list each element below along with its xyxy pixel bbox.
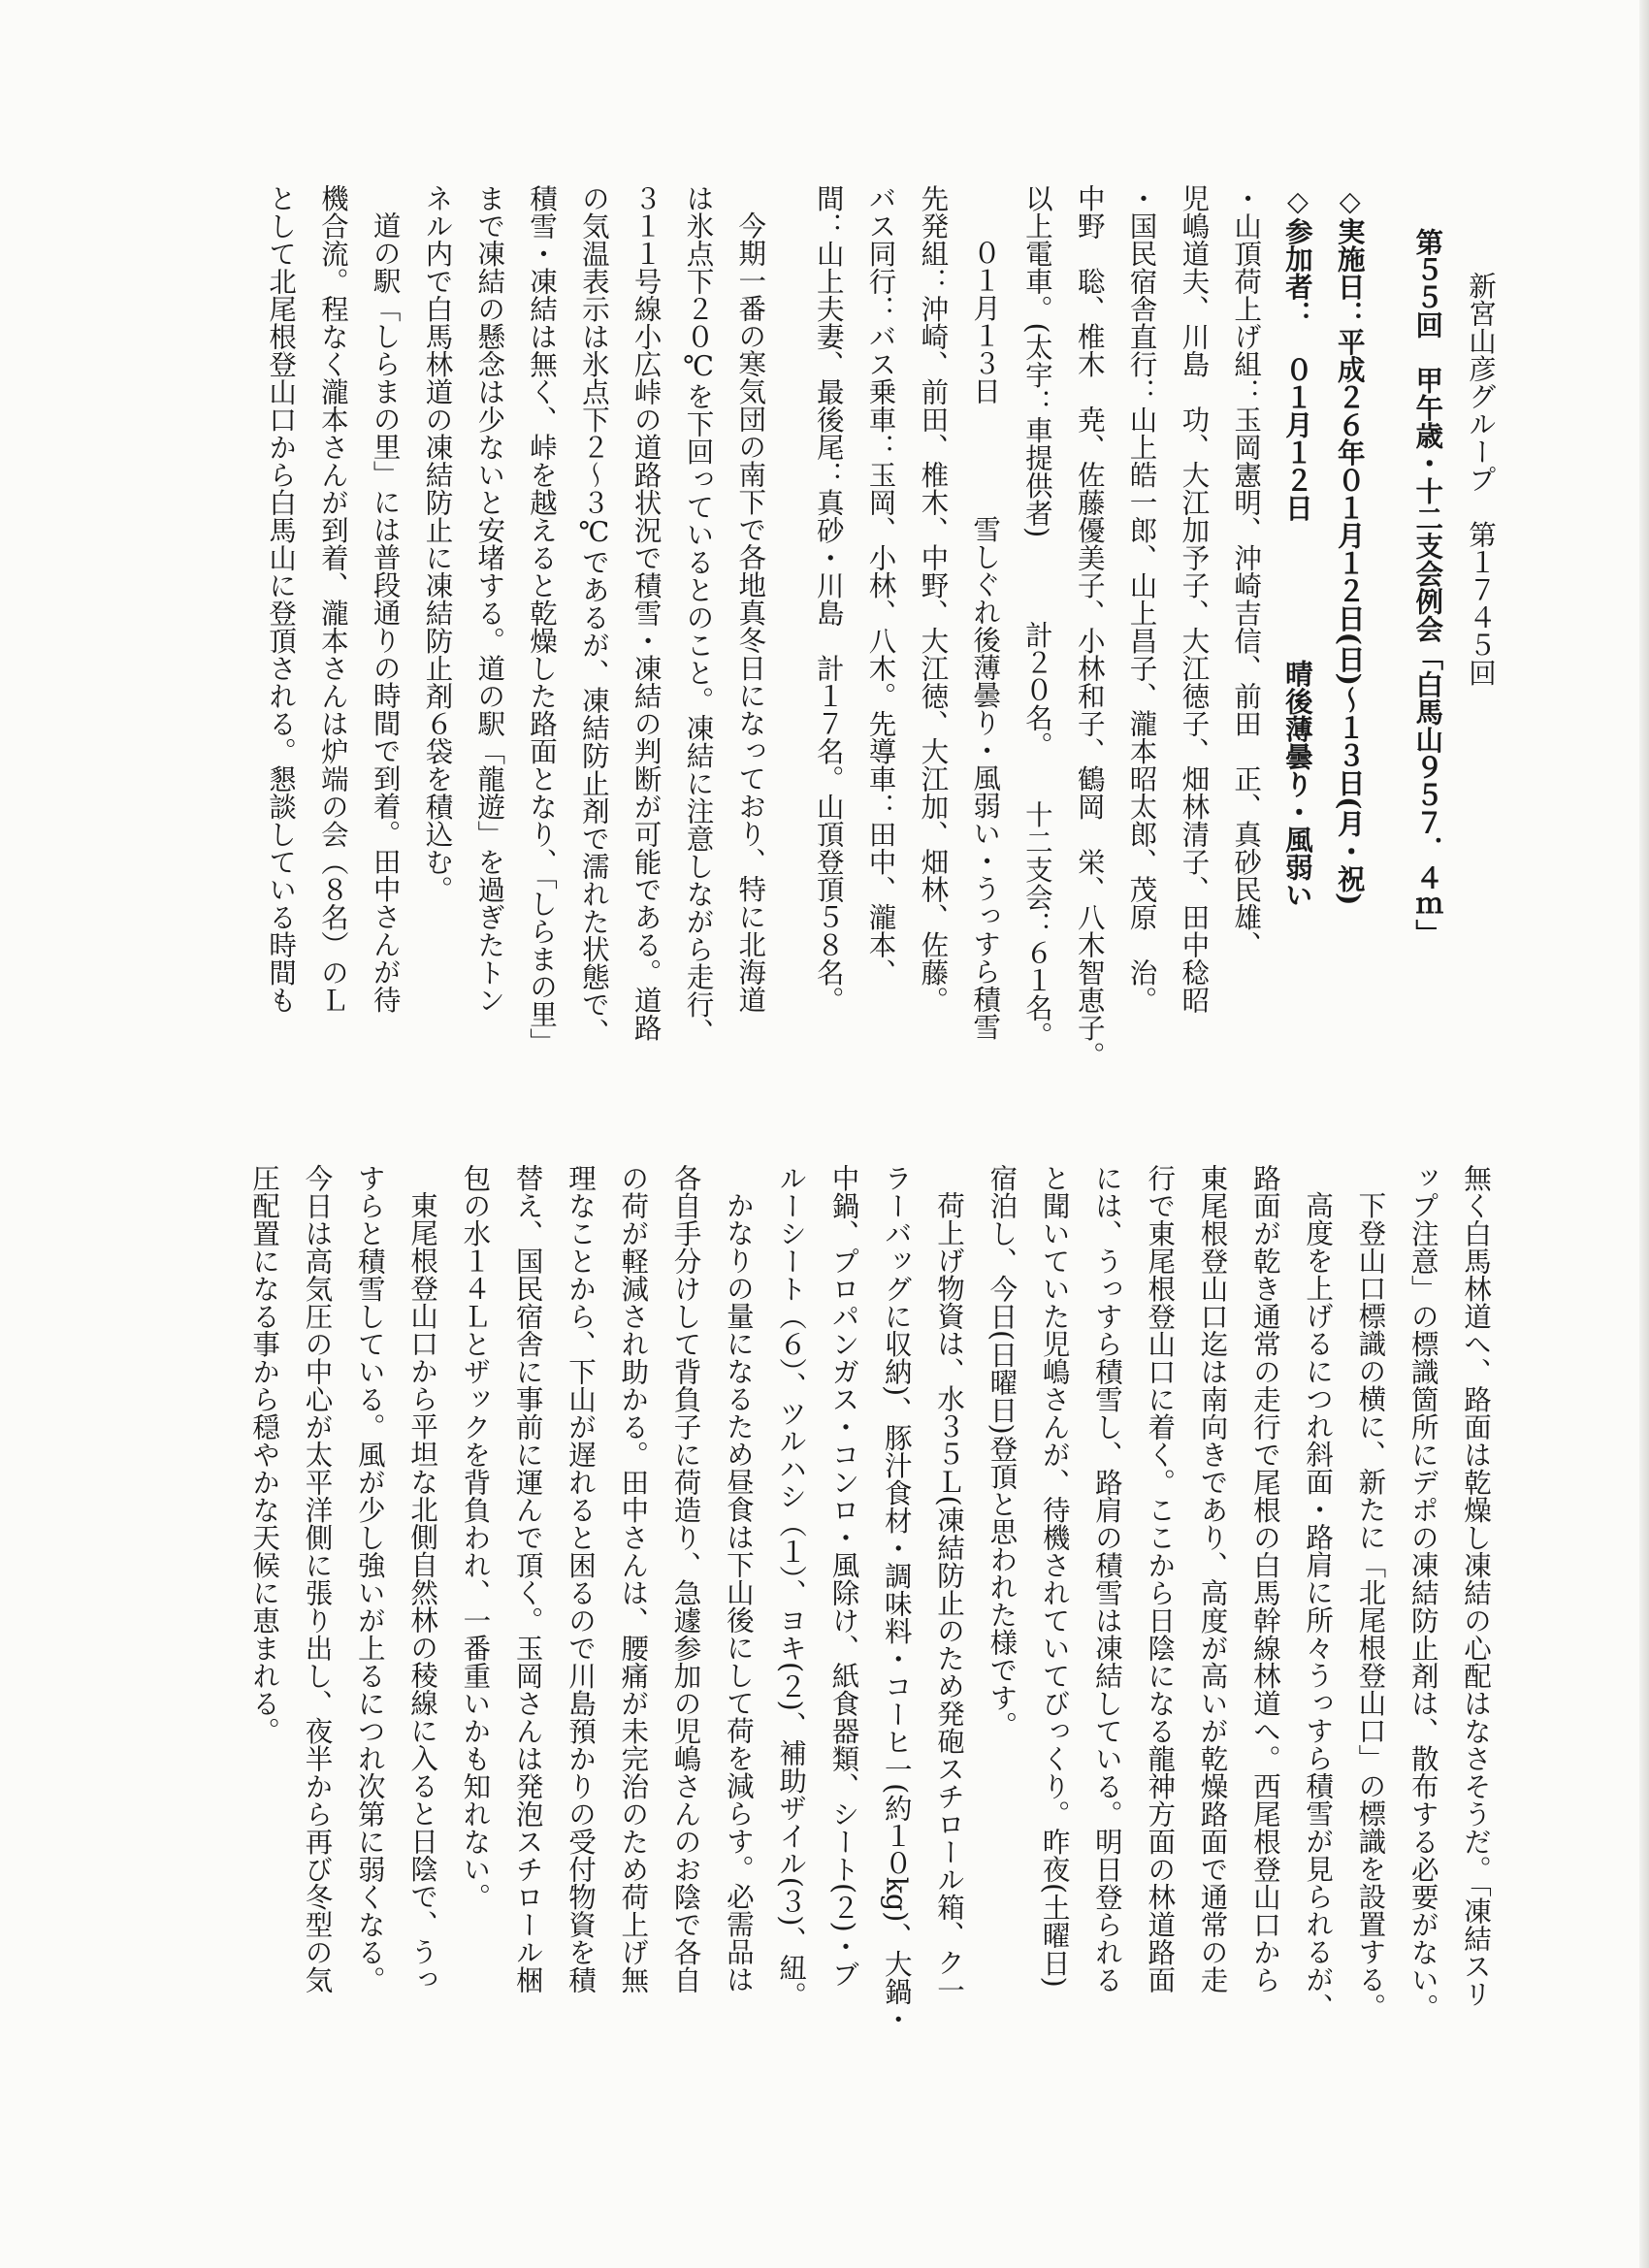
narrative-line: ラーバッグに収納)、豚汁食材・調味料・コーヒ一(約１０kg)、大鍋・ xyxy=(880,1164,913,2033)
participants-label: ◇参加者： ０１月１２日 晴後薄曇り・風弱い xyxy=(1280,184,1314,909)
narrative-line: 理なことから、下山が遅れると困るので川島預かりの受付物資を積 xyxy=(564,1164,597,1993)
narrative-line: 各自手分けして背負子に荷造り、急遽参加の児嶋さんのお陰で各自 xyxy=(669,1164,702,1993)
narrative-line: かなりの量になるため昼食は下山後にして荷を減らす。必需品は xyxy=(722,1191,755,1993)
narrative-line: 路面が乾き通常の走行で尾根の白馬幹線林道へ。西尾根登山口から xyxy=(1248,1164,1281,1993)
narrative-line: 積雪・凍結は無く、峠を越えると乾燥した路面となり、「しらまの里」 xyxy=(526,184,559,1055)
narrative-line: には、うっすら積雪し、路肩の積雪は凍結している。明日登られる xyxy=(1090,1164,1123,1993)
participants-line: 先発組：沖崎、前田、椎木、中野、大江徳、大江加、畑林、佐藤。 xyxy=(917,184,950,1014)
narrative-line: 中鍋、プロパンガス・コンロ・風除け、紙食器類、シート(２)・ブ xyxy=(827,1164,860,1988)
narrative-line: 包の水１４Ｌとザックを背負われ、一番重いかも知れない。 xyxy=(459,1164,492,1911)
narrative-line: 圧配置になる事から穏やかな天候に恵まれる。 xyxy=(248,1164,281,1745)
narrative-line: 行で東尾根登山口に着く。ここから日陰になる龍神方面の林道路面 xyxy=(1144,1164,1177,1993)
participants-line: 以上電車。(太宇：車提供者) 計２０名。 十二支会：６１名。 xyxy=(1020,184,1053,1050)
narrative-line: の気温表示は氷点下２～３℃であるが、凍結防止剤で濡れた状態で、 xyxy=(577,184,610,1046)
page-edge xyxy=(1639,0,1649,2268)
narrative-line: と聞いていた児嶋さんが、待機されていてびっくり。昨夜(土曜日) xyxy=(1038,1164,1071,1988)
narrative-line: は氷点下２０℃を下回っているとのこと。凍結に注意しながら走行、 xyxy=(682,184,715,1046)
narrative-line: すらと積雪している。風が少し強いが上るにつれ次第に弱くなる。 xyxy=(353,1164,386,1993)
narrative-line: ３１１号線小広峠の道路状況で積雪・凍結の判断が可能である。道路 xyxy=(630,184,663,1042)
report-bottom-section xyxy=(225,1164,1492,2134)
narrative-line: 高度を上げるにつれ斜面・路肩に所々うっすら積雪が見られるが、 xyxy=(1302,1191,1335,2021)
narrative-line: ップ注意」の標識箇所にデポの凍結防止剤は、散布する必要がない。 xyxy=(1406,1164,1439,2022)
participants-line: 中野 聡、椎木 尭、佐藤優美子、小林和子、鶴岡 栄、八木智恵子。 xyxy=(1073,184,1106,1069)
narrative-line: 機合流。程なく瀧本さんが到着、瀧本さんは炉端の会（８名）のＬ xyxy=(316,184,349,1014)
report-top-section xyxy=(242,184,1497,1203)
narrative-line: ルーシート（６）、ツルハシ（１）、ヨキ(２)、補助ザイル(３)、紐。 xyxy=(775,1164,808,2009)
report-title: 第５５回 甲午歳・十二支会例会「白馬山９５７．４ｍ」 xyxy=(1411,228,1445,947)
narrative-line: 荷上げ物資は、水３５Ｌ(凍結防止のため発砲スチロール箱、ク一 xyxy=(933,1191,966,2004)
participants-line: ・山頂荷上げ組：玉岡憲明、沖崎吉信、前田 正、真砂民雄、 xyxy=(1230,184,1263,958)
participants-line: バス同行：バス乗車：玉岡、小林、八木。先導車：田中、瀧本、 xyxy=(864,184,897,987)
participants-line: ・国民宿舎直行：山上皓一郎、山上昌子、瀧本昭太郎、茂原 治。 xyxy=(1125,184,1158,1014)
narrative-line: 東尾根登山口迄は南向きであり、高度が高いが乾燥路面で通常の走 xyxy=(1196,1164,1229,1993)
narrative-line: の荷が軽減され助かる。田中さんは、腰痛が未完治のため荷上げ無 xyxy=(617,1164,650,1993)
narrative-line: 今期一番の寒気団の南下で各地真冬日になっており、特に北海道 xyxy=(734,211,767,1014)
narrative-line: まで凍結の懸念は少ないと安堵する。道の駅「龍遊」を過ぎたトン xyxy=(473,184,506,1014)
day2-weather-line: ０１月１３日 雪しぐれ後薄曇り・風弱い・うっすら積雪 xyxy=(969,239,1002,1041)
date-line: ◇実施日：平成２６年０１月１２日(日)～１３日(月・祝) xyxy=(1333,184,1367,906)
narrative-line: 下登山口標識の横に、新たに「北尾根登山口」の標識を設置する。 xyxy=(1354,1191,1387,2021)
narrative-line: 宿泊し、今日(日曜日)登頂と思われた様です。 xyxy=(986,1164,1018,1739)
participants-line: 児嶋道夫、川島 功、大江加予子、大江徳子、畑林清子、田中稔昭 xyxy=(1178,184,1211,1014)
participants-line: 間：山上夫妻、最後尾：真砂・川島 計１７名。山頂登頂５８名。 xyxy=(812,184,845,1014)
group-heading: 新宮山彦グループ 第１７４５回 xyxy=(1465,272,1497,687)
narrative-line: 無く白馬林道へ、路面は乾燥し凍結の心配はなさそうだ。「凍結スリ xyxy=(1460,1164,1492,2008)
narrative-line: 今日は高気圧の中心が太平洋側に張り出し、夜半から再び冬型の気 xyxy=(301,1164,334,1993)
narrative-line: 替え、国民宿舎に事前に運んで頂く。玉岡さんは発泡スチロール梱 xyxy=(511,1164,544,1993)
narrative-line: 道の駅「しらまの里」には普段通りの時間で到着。田中さんが待 xyxy=(369,211,402,1014)
narrative-line: ネル内で白馬林道の凍結防止に凍結防止剤６袋を積込む。 xyxy=(421,184,454,903)
narrative-line: 東尾根登山口から平坦な北側自然林の稜線に入ると日陰で、うっ xyxy=(406,1191,439,1993)
narrative-line: として北尾根登山口から白馬山に登頂される。懇談している時間も xyxy=(265,184,298,1014)
